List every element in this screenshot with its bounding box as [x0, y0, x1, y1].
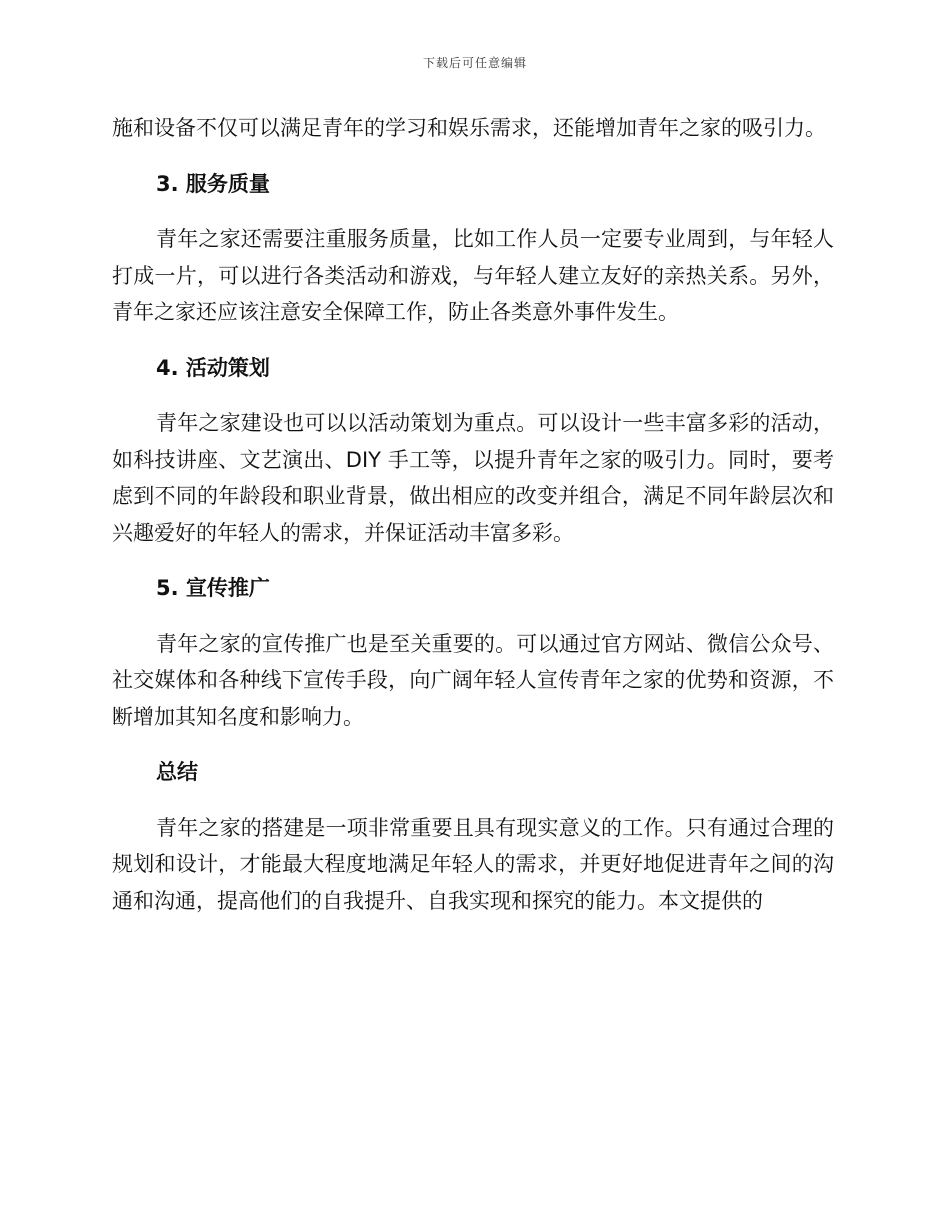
paragraph-continued: 施和设备不仅可以满足青年的学习和娱乐需求，还能增加青年之家的吸引力。 [112, 116, 826, 140]
paragraph-summary: 青年之家的搭建是一项非常重要且具有现实意义的工作。只有通过合理的规划和设计，才能最大程度地满足年轻人的需求，并更好地促进青年之间的沟通和沟通，提高他们的自我提升、自我实现和探究的能力。本文提供的 [112, 815, 834, 913]
paragraph-service-quality: 青年之家还需要注重服务质量，比如工作人员一定要专业周到，与年轻人打成一片，可以进行各类活动和游戏，与年轻人建立友好的亲热关系。另外，青年之家还应该注意安全保障工作，防止各类意外事件发生。 [112, 227, 834, 324]
paragraph-activity-planning: 青年之家建设也可以以活动策划为重点。可以设计一些丰富多彩的活动，如科技讲座、文艺演出、DIY 手工等，以提升青年之家的吸引力。同时，要考虑到不同的年龄段和职业背景，做出相应的改变并组合，满足不同年龄层次和兴趣爱好的年轻人的需求，并保证活动丰富多彩。 [112, 411, 834, 545]
paragraph-promotion: 青年之家的宣传推广也是至关重要的。可以通过官方网站、微信公众号、社交媒体和各种线下宣传手段，向广阔年轻人宣传青年之家的优势和资源，不断增加其知名度和影响力。 [112, 631, 834, 729]
document-body [112, 110, 834, 919]
section-heading-summary: 总结 [156, 760, 198, 784]
section-heading-service-quality: 3. 服务质量 [156, 171, 270, 196]
page-header-note: 下载后可任意编辑 [422, 56, 527, 70]
section-heading-activity-planning: 4. 活动策划 [156, 355, 270, 380]
section-heading-promotion: 5. 宣传推广 [156, 576, 270, 600]
